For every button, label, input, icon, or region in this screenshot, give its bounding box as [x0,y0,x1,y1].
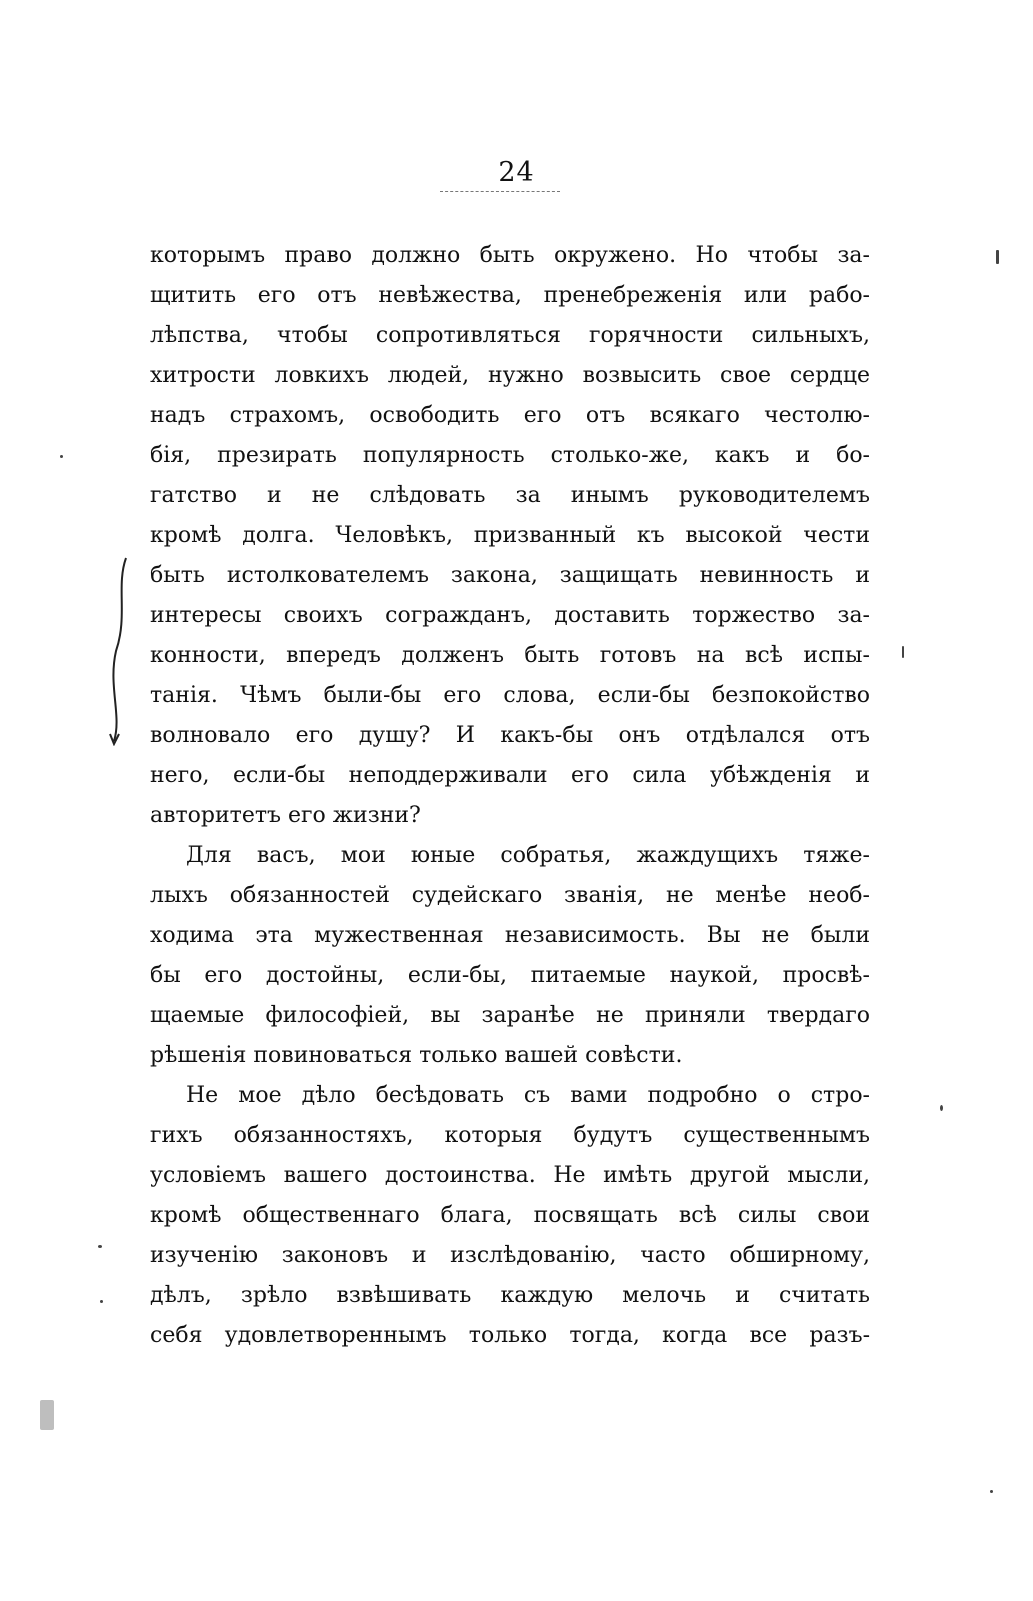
text-line: ходима эта мужественная независимость. Вы не были [150,923,870,948]
text-line: лѣпства, чтобы сопротивляться горячности сильныхъ, [150,323,870,348]
text-line: бы его достойны, если-бы, питаемые наукой, просвѣ- [150,963,870,988]
page-number: 24 [498,157,535,188]
text-line: танія. Чѣмъ были-бы его слова, если-бы безпокойство [150,683,870,708]
paper-speck [100,1300,103,1303]
paragraph [150,1076,870,1356]
paragraph [150,236,870,836]
text-line: интересы своихъ согражданъ, доставить торжество за- [150,603,870,628]
text-line: которымъ право должно быть окружено. Но чтобы за- [150,243,870,268]
text-line: надъ страхомъ, освободить его отъ всякаго честолю- [150,403,870,428]
body-text [150,236,870,1356]
text-line: гатство и не слѣдовать за инымъ руководителемъ [150,483,870,508]
text-line: Не мое дѣло бесѣдовать съ вами подробно о стро- [186,1083,870,1108]
text-line: конности, впередъ долженъ быть готовъ на всѣ испы- [150,643,870,668]
text-line: щаемые философіей, вы заранѣе не приняли твердаго [150,1003,870,1028]
paper-speck [60,455,63,458]
text-line: условіемъ вашего достоинства. Не имѣть другой мысли, [150,1163,870,1188]
text-line: кромѣ долга. Человѣкъ, призванный къ высокой чести [150,523,870,548]
text-line: него, если-бы неподдерживали его сила убѣжденія и [150,763,870,788]
paper-speck [98,1245,102,1248]
paper-speck [996,250,999,264]
paragraph [150,836,870,1076]
text-line: дѣлъ, зрѣло взвѣшивать каждую мелочь и считать [150,1283,870,1308]
text-line: бія, презирать популярность столько-же, какъ и бо- [150,443,870,468]
paper-speck [940,1105,943,1111]
text-line: волновало его душу? И какъ-бы онъ отдѣлался отъ [150,723,870,748]
paper-speck [40,1400,54,1430]
text-line: авторитетъ его жизни? [150,803,421,828]
header-rule [440,191,560,192]
paper-speck [990,1490,993,1493]
text-line: быть истолкователемъ закона, защищать невинность и [150,563,870,588]
text-line: Для васъ, мои юные собратья, жаждущихъ тяже- [186,843,870,868]
margin-bracket-mark [104,556,134,746]
text-line: кромѣ общественнаго блага, посвящать всѣ силы свои [150,1203,870,1228]
text-line: щитить его отъ невѣжества, пренебреженія или рабо- [150,283,870,308]
text-line: хитрости ловкихъ людей, нужно возвысить свое сердце [150,363,870,388]
paper-speck [902,646,904,658]
text-line: себя удовлетвореннымъ только тогда, когда все разъ- [150,1323,870,1348]
text-line: гихъ обязанностяхъ, которыя будутъ существеннымъ [150,1123,870,1148]
text-line: лыхъ обязанностей судейскаго званія, не менѣе необ- [150,883,870,908]
text-line: изученію законовъ и изслѣдованію, часто обширному, [150,1243,870,1268]
text-line: рѣшенія повиноваться только вашей совѣсти. [150,1043,683,1068]
